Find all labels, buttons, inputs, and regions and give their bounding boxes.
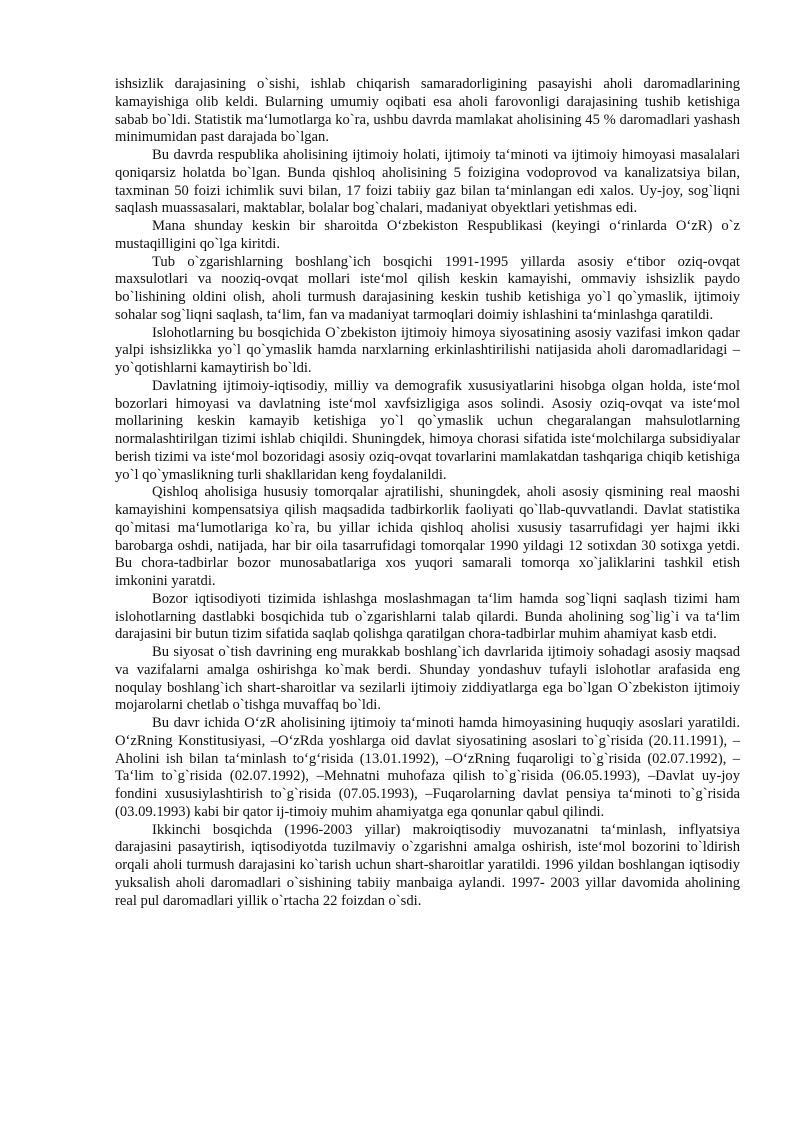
paragraph: Bu davrda respublika aholisining ijtimoiy holati, ijtimoiy ta‘minoti va ijtimoiy himoyasi masalalari qoniqarsiz holatda bo`lgan. Bunda qishloq aholisining 5 foizigina vodoprovod va kanalizatsiya bilan, taxminan 50 foizi ichimlik suvi bilan, 17 foizi tabiiy gaz bilan ta‘minlangan edi xalos. Uy-joy, sog`liqni saqlash muassasalari, maktablar, bolalar bog`chalari, madaniyat obyektlari yetishmas edi. bbox=[115, 147, 740, 217]
paragraph: Qishloq aholisiga hususiy tomorqalar ajratilishi, shuningdek, aholi asosiy qismining real maoshi kamayishini kompensatsiya qilish maqsadida tadbirkorlik faoliyati qo`llab-quvvatlandi. Davlat statistika qo`mitasi ma‘lumotlariga ko`ra, bu yillar ichida qishloq aholisi xususiy tasarrufidagi yer hajmi ikki barobarga oshdi, natijada, har bir oila tasarrufidagi tomorqalar 1990 yildagi 12 sotixdan 30 sotixga yetdi. Bu chora-tadbirlar bozor munosabatlariga xos yuqori samarali tomorqa xo`jaliklarini tashkil etish imkonini yaratdi. bbox=[115, 484, 740, 589]
paragraph: Mana shunday keskin bir sharoitda O‘zbekiston Respublikasi (keyingi o‘rinlarda O‘zR) o`z mustaqilligini qo`lga kiritdi. bbox=[115, 218, 740, 252]
paragraph: Bu siyosat o`tish davrining eng murakkab boshlang`ich davrlarida ijtimoiy sohadagi asosiy maqsad va vazifalarni amalga oshirishga ko`mak berdi. Shunday yondashuv tufayli islohotlar arafasida eng noqulay boshlang`ich shart-sharoitlar va sezilarli ijtimoiy ziddiyatlarga ega bo`lgan O`zbekiston ijtimoiy mojarolarni chetlab o`tishga muvaffaq bo`ldi. bbox=[115, 644, 740, 714]
paragraph: Tub o`zgarishlarning boshlang`ich bosqichi 1991-1995 yillarda asosiy e‘tibor oziq-ovqat maxsulotlari va nooziq-ovqat mollari iste‘mol qilish keskin kamayishi, ommaviy ishsizlik paydo bo`lishining oldini olish, aholi turmush darajasining keskin tushib ketishiga yo`l qo`ymaslik, ijtimoiy sohalar sog`liqni saqlash, ta‘lim, fan va madaniyat tarmoqlari doimiy ishlashini ta‘minlashga qaratildi. bbox=[115, 253, 740, 323]
paragraph: Davlatning ijtimoiy-iqtisodiy, milliy va demografik xususiyatlarini hisobga olgan holda, iste‘mol bozorlari himoyasi va davlatning iste‘mol xavfsizligiga asos solindi. Asosiy oziq-ovqat va iste‘mol mollarining keskin kamayib ketishiga yo`l qo`ymaslik uchun chegaralangan mahsulotlarning normalashtirilgan tizimi ishlab chiqildi. Shuningdek, himoya chorasi sifatida iste‘molchilarga subsidiyalar berish tizimi va iste‘mol bozoridagi asosiy oziq-ovqat tovarlarini mamlakatdan tashqariga chiqib ketishiga yo`l qo`ymaslikning turli shakllaridan keng foydalanildi. bbox=[115, 377, 740, 483]
paragraph: ishsizlik darajasining o`sishi, ishlab chiqarish samaradorligining pasayishi aholi daromadlarining kamayishiga olib keldi. Bularning umumiy oqibati esa aholi farovonligi darajasining tushib ketishiga sabab bo`ldi. Statistik ma‘lumotlarga ko`ra, ushbu davrda mamlakat aholisining 45 % daromadlari yashash minimumidan past darajada bo`lgan. bbox=[115, 76, 740, 146]
paragraph: Bu davr ichida O‘zR aholisining ijtimoiy ta‘minoti hamda himoyasining huquqiy asoslari yaratildi. O‘zRning Konstitusiyasi, –O‘zRda yoshlarga oid davlat siyosatining asoslari to`g`risida (20.11.1991), –Aholini ish bilan ta‘minlash to‘g‘risida (13.01.1992), –O‘zRning fuqaroligi to`g`risida (02.07.1992), –Ta‘lim to`g`risida (02.07.1992), –Mehnatni muhofaza qilish to`g`risida (06.05.1993), –Davlat uy-joy fondini xususiylashtirish to`g`risida (07.05.1993), –Fuqarolarning davlat pensiya ta‘minoti to`g`risida (03.09.1993) kabi bir qator ij-timoiy muhim ahamiyatga ega qonunlar qabul qilindi. bbox=[115, 715, 740, 820]
paragraph: Islohotlarning bu bosqichida O`zbekiston ijtimoiy himoya siyosatining asosiy vazifasi imkon qadar yalpi ishsizlikka yo`l qo`ymaslik hamda narxlarning erkinlashtirilishi natijasida aholi daromadlaridagi –yo`qotishlarni kamaytirish bo`ldi. bbox=[115, 324, 740, 376]
paragraph: Bozor iqtisodiyoti tizimida ishlashga moslashmagan ta‘lim hamda sog`liqni saqlash tizimi ham islohotlarning dastlabki bosqichida tub o`zgarishlarni talab qilardi. Bunda aholining sog`lig`i va ta‘lim darajasini bir butun tizim sifatida saqlab qolishga qaratilgan chora-tadbirlar muhim ahamiyat kasb etdi. bbox=[115, 590, 740, 643]
paragraph: Ikkinchi bosqichda (1996-2003 yillar) makroiqtisodiy muvozanatni ta‘minlash, inflyatsiya darajasini pasaytirish, iqtisodiyotda tuzilmaviy o`zgarishni amalga oshirish, iste‘mol bozorini to`ldirish orqali aholi turmush darajasini ko`tarish uchun shart-sharoitlar yaratildi. 1996 yildan boshlangan iqtisodiy yuksalish aholi daromadlari o`sishining tabiiy manbaiga aylandi. 1997- 2003 yillar davomida aholining real pul daromadlari yillik o`rtacha 22 foizdan o`sdi. bbox=[115, 821, 740, 909]
